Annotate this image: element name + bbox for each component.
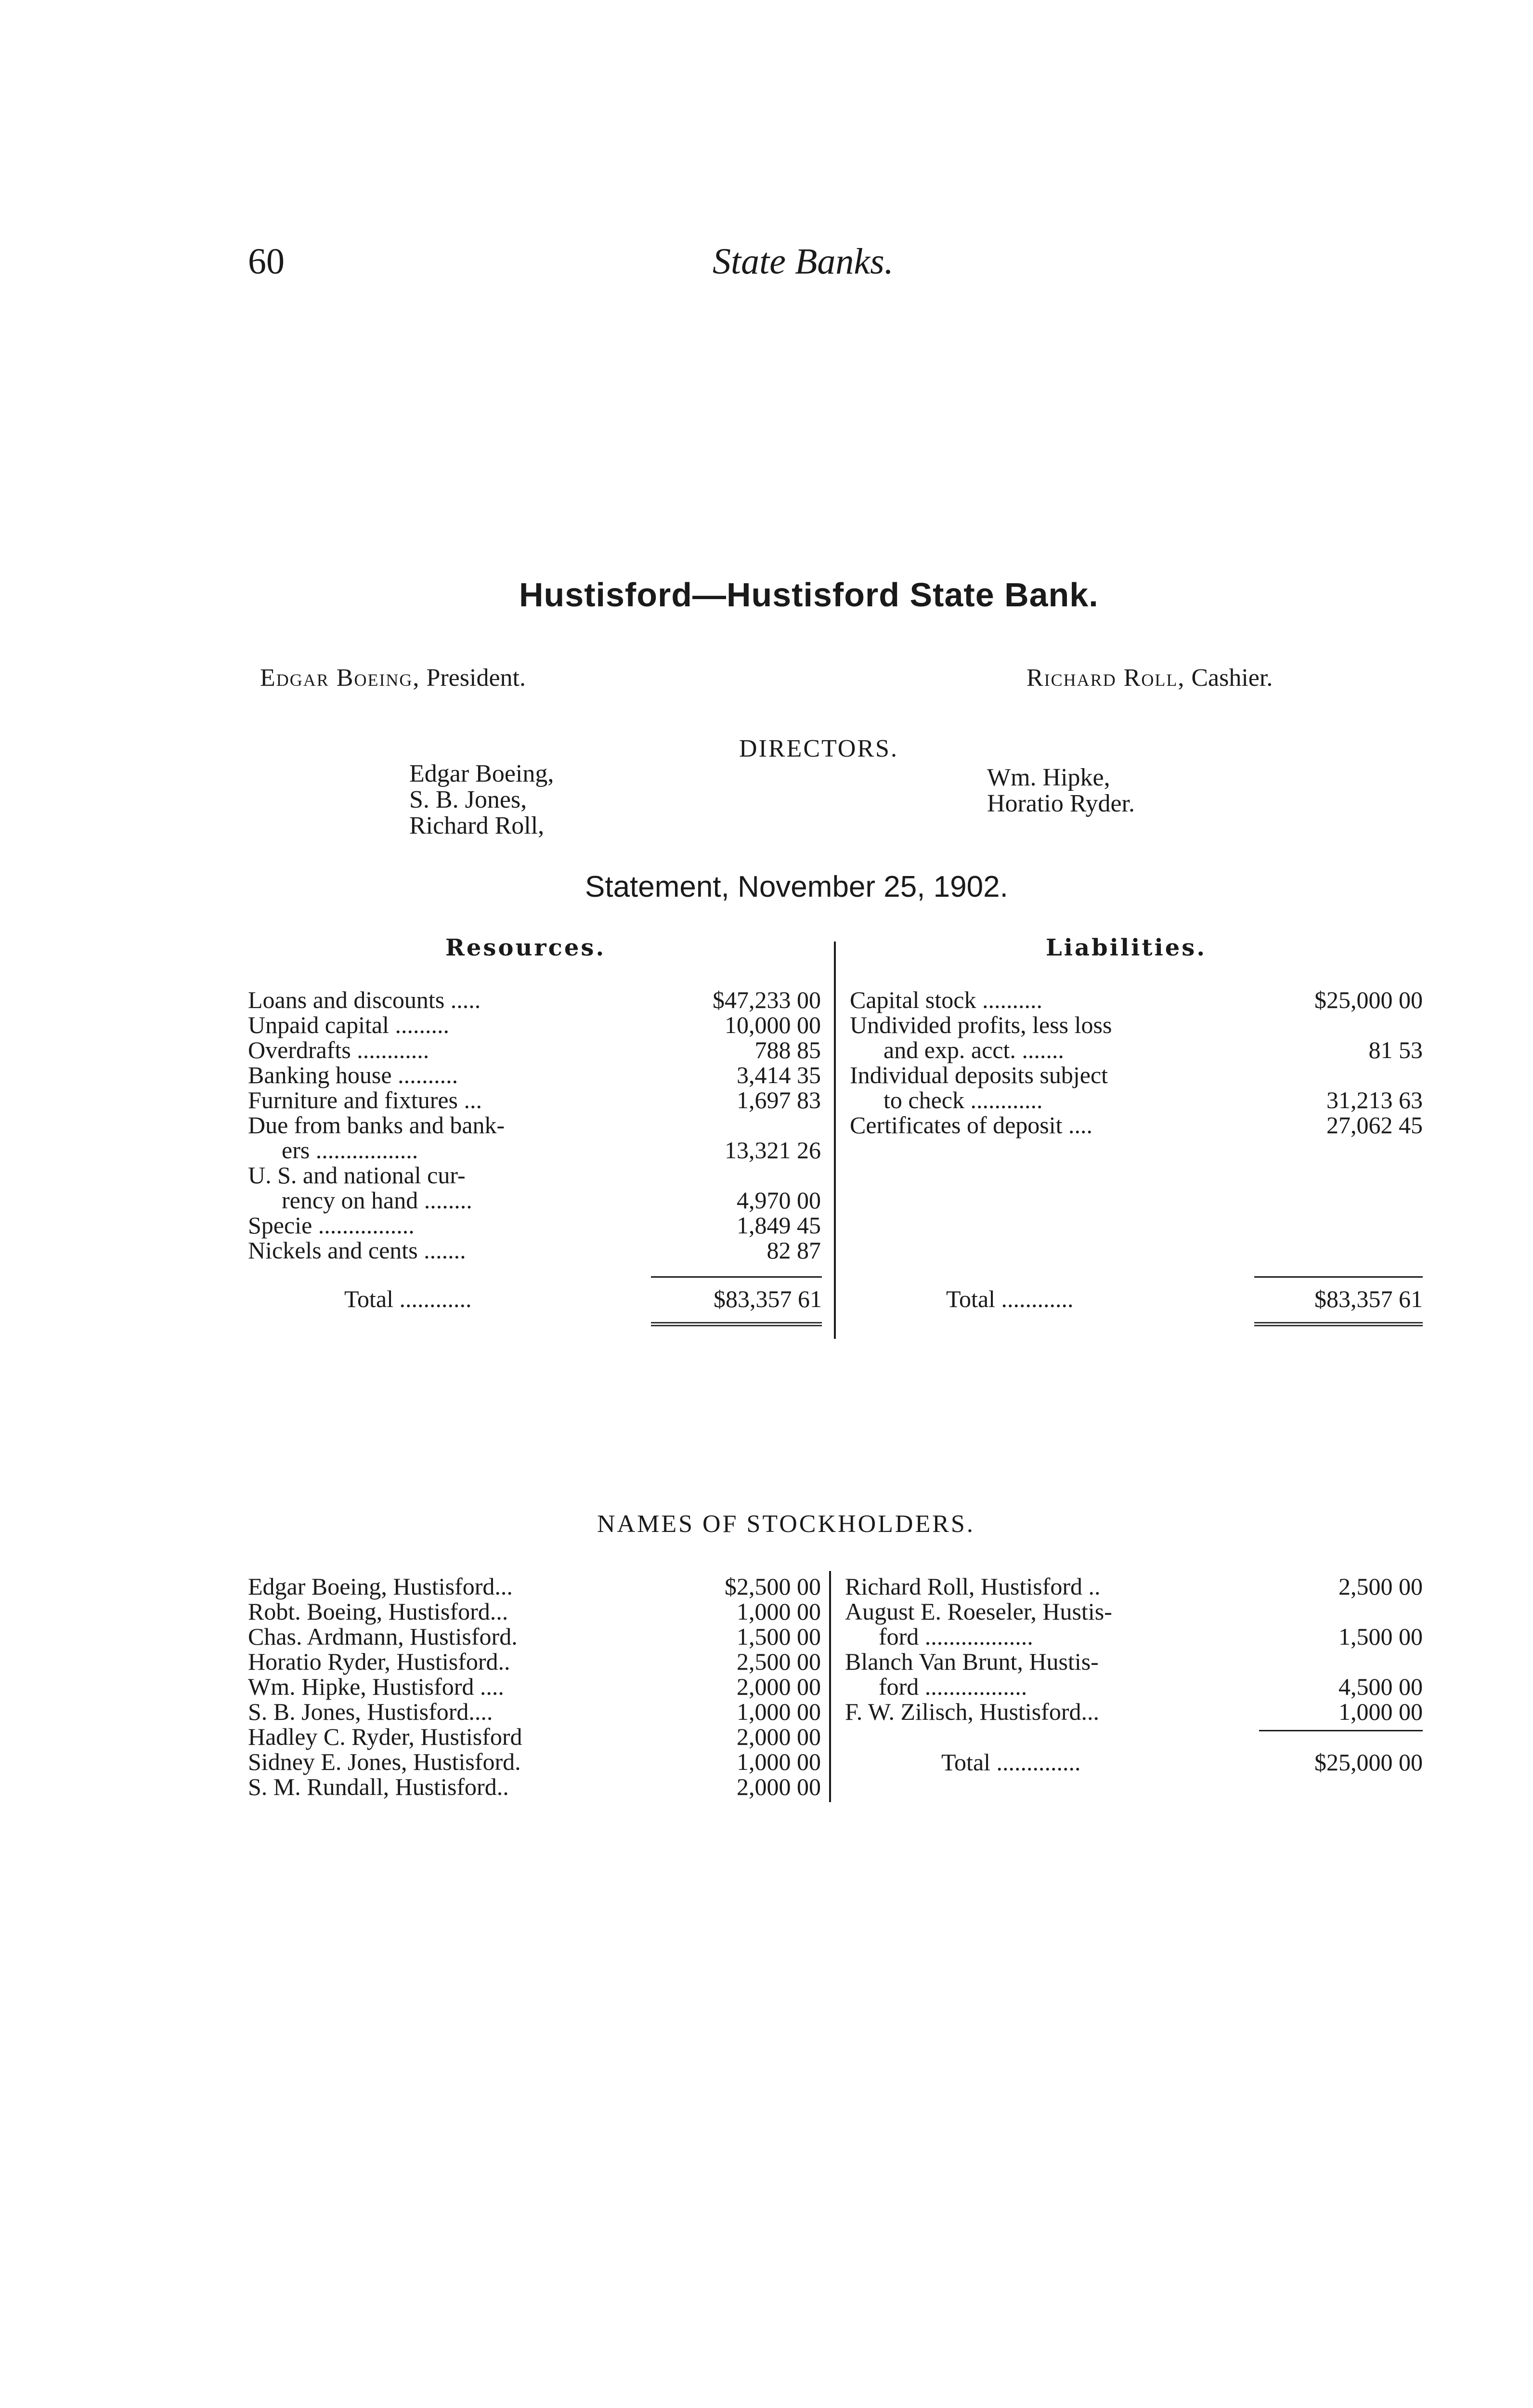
row-label: Capital stock ..........	[850, 986, 1042, 1013]
president-title: President.	[426, 664, 526, 692]
row-label: Furniture and fixtures ...	[248, 1086, 482, 1113]
stockholders-total-label: Total ..............	[941, 1749, 1081, 1776]
stockholder-name: Blanch Van Brunt, Hustis-	[845, 1648, 1099, 1675]
liabilities-total-rule	[1254, 1276, 1423, 1278]
stockholder-name: Horatio Ryder, Hustisford..	[248, 1648, 510, 1675]
stockholder-amount: 2,500 00	[737, 1648, 821, 1675]
stockholder-name: ford .................	[879, 1673, 1027, 1700]
table-row	[248, 1012, 821, 1037]
row-label: Banking house ..........	[248, 1061, 458, 1088]
stockholders-left-list	[248, 1574, 821, 1799]
directors-heading: DIRECTORS.	[739, 735, 898, 762]
list-item	[248, 1699, 821, 1724]
table-row	[850, 1087, 1423, 1112]
stockholders-total-rule	[1259, 1730, 1423, 1731]
row-amount: $47,233 00	[713, 986, 821, 1013]
stockholder-amount: 1,000 00	[737, 1598, 821, 1625]
stockholder-name: Chas. Ardmann, Hustisford.	[248, 1623, 518, 1650]
liabilities-total-double-rule	[1254, 1322, 1423, 1326]
liabilities-total-label: Total ............	[946, 1285, 1074, 1312]
table-row	[248, 1087, 821, 1112]
director-name: Richard Roll,	[409, 812, 545, 839]
statement-column-divider	[834, 942, 836, 1339]
row-label: Undivided profits, less loss	[850, 1011, 1112, 1038]
row-label: Overdrafts ............	[248, 1036, 429, 1063]
row-amount: 13,321 26	[725, 1137, 821, 1164]
row-label: Nickels and cents .......	[248, 1237, 466, 1264]
stockholder-name: F. W. Zilisch, Hustisford...	[845, 1698, 1099, 1725]
cashier-name: Richard Roll,	[1026, 664, 1185, 692]
director-name: S. B. Jones,	[409, 786, 527, 813]
statement-title: Statement, November 25, 1902.	[585, 870, 1008, 903]
row-label: and exp. acct. .......	[883, 1036, 1064, 1063]
list-item	[845, 1574, 1423, 1599]
row-amount: 10,000 00	[725, 1011, 821, 1038]
table-row	[248, 1238, 821, 1263]
table-row	[850, 1112, 1423, 1138]
cashier-line	[1026, 664, 1273, 692]
stockholder-amount: $2,500 00	[725, 1573, 821, 1600]
row-amount: 1,849 45	[737, 1212, 821, 1239]
resources-heading: Resources.	[445, 934, 606, 961]
stockholder-name: ford ..................	[879, 1623, 1033, 1650]
page-number: 60	[248, 241, 285, 282]
list-item	[845, 1599, 1423, 1624]
liabilities-heading: Liabilities.	[1046, 934, 1207, 961]
stockholder-amount: 1,000 00	[737, 1698, 821, 1725]
row-amount: 3,414 35	[737, 1061, 821, 1088]
table-row	[248, 987, 821, 1012]
liabilities-table	[850, 987, 1423, 1138]
list-item	[845, 1699, 1423, 1724]
row-label: U. S. and national cur-	[248, 1162, 466, 1189]
table-row	[248, 1188, 821, 1213]
stockholder-amount: 2,500 00	[1338, 1573, 1423, 1600]
liabilities-total-amount: $83,357 61	[1314, 1285, 1423, 1312]
stockholder-name: Edgar Boeing, Hustisford...	[248, 1573, 513, 1600]
list-item	[845, 1624, 1423, 1649]
row-amount: 1,697 83	[737, 1086, 821, 1113]
row-label: Loans and discounts .....	[248, 986, 481, 1013]
directors-left-list	[409, 761, 554, 839]
stockholders-heading: NAMES OF STOCKHOLDERS.	[597, 1510, 975, 1538]
stockholder-amount: 2,000 00	[737, 1773, 821, 1800]
stockholder-name: Richard Roll, Hustisford ..	[845, 1573, 1101, 1600]
resources-total-label: Total ............	[344, 1285, 472, 1312]
row-amount: 788 85	[754, 1036, 821, 1063]
row-label: Individual deposits subject	[850, 1061, 1108, 1088]
stockholders-column-divider	[829, 1571, 831, 1802]
table-row	[850, 1012, 1423, 1037]
resources-total-amount: $83,357 61	[714, 1285, 822, 1312]
row-amount: $25,000 00	[1314, 986, 1423, 1013]
list-item	[248, 1674, 821, 1699]
stockholder-amount: 1,500 00	[737, 1623, 821, 1650]
table-row	[248, 1112, 821, 1138]
row-label: rency on hand ........	[282, 1187, 472, 1214]
stockholder-name: Robt. Boeing, Hustisford...	[248, 1598, 508, 1625]
row-amount: 4,970 00	[737, 1187, 821, 1214]
list-item	[248, 1749, 821, 1774]
stockholder-amount: 4,500 00	[1338, 1673, 1423, 1700]
stockholder-amount: 1,500 00	[1338, 1623, 1423, 1650]
stockholder-amount: 1,000 00	[737, 1748, 821, 1775]
stockholders-total-amount: $25,000 00	[1314, 1749, 1423, 1776]
resources-table	[248, 987, 821, 1263]
list-item	[845, 1649, 1423, 1674]
stockholder-name: August E. Roeseler, Hustis-	[845, 1598, 1112, 1625]
president-name: Edgar Boeing,	[260, 664, 420, 692]
row-amount: 31,213 63	[1326, 1086, 1423, 1113]
table-row	[248, 1062, 821, 1087]
table-row	[248, 1138, 821, 1163]
row-amount: 27,062 45	[1326, 1112, 1423, 1139]
list-item	[845, 1674, 1423, 1699]
list-item	[248, 1724, 821, 1749]
row-label: Due from banks and bank-	[248, 1112, 505, 1139]
director-name: Edgar Boeing,	[409, 760, 554, 787]
row-label: ers .................	[282, 1137, 418, 1164]
stockholder-name: Sidney E. Jones, Hustisford.	[248, 1748, 521, 1775]
director-name: Wm. Hipke,	[987, 764, 1110, 791]
resources-total-rule	[651, 1276, 822, 1278]
directors-right-list	[987, 765, 1135, 817]
row-amount: 81 53	[1368, 1036, 1423, 1063]
stockholder-name: S. M. Rundall, Hustisford..	[248, 1773, 509, 1800]
stockholder-amount: 1,000 00	[1338, 1698, 1423, 1725]
director-name: Horatio Ryder.	[987, 790, 1135, 817]
list-item	[248, 1649, 821, 1674]
running-head: State Banks.	[713, 241, 894, 282]
row-label: Specie ................	[248, 1212, 415, 1239]
table-row	[850, 1037, 1423, 1062]
table-row	[248, 1163, 821, 1188]
table-row	[850, 1062, 1423, 1087]
stockholder-name: Hadley C. Ryder, Hustisford	[248, 1723, 522, 1750]
row-label: Unpaid capital .........	[248, 1011, 449, 1038]
stockholder-name: S. B. Jones, Hustisford....	[248, 1698, 493, 1725]
row-label: to check ............	[883, 1086, 1043, 1113]
row-label: Certificates of deposit ....	[850, 1112, 1093, 1139]
row-amount: 82 87	[766, 1237, 821, 1264]
president-line	[260, 664, 526, 692]
list-item	[248, 1599, 821, 1624]
table-row	[850, 987, 1423, 1012]
stockholders-right-list	[845, 1574, 1423, 1724]
stockholder-amount: 2,000 00	[737, 1673, 821, 1700]
cashier-title: Cashier.	[1191, 664, 1273, 692]
list-item	[248, 1624, 821, 1649]
list-item	[248, 1574, 821, 1599]
table-row	[248, 1213, 821, 1238]
bank-title: Hustisford—Hustisford State Bank.	[519, 576, 1099, 614]
resources-total-double-rule	[651, 1322, 822, 1326]
list-item	[248, 1774, 821, 1799]
stockholder-name: Wm. Hipke, Hustisford ....	[248, 1673, 504, 1700]
stockholder-amount: 2,000 00	[737, 1723, 821, 1750]
table-row	[248, 1037, 821, 1062]
